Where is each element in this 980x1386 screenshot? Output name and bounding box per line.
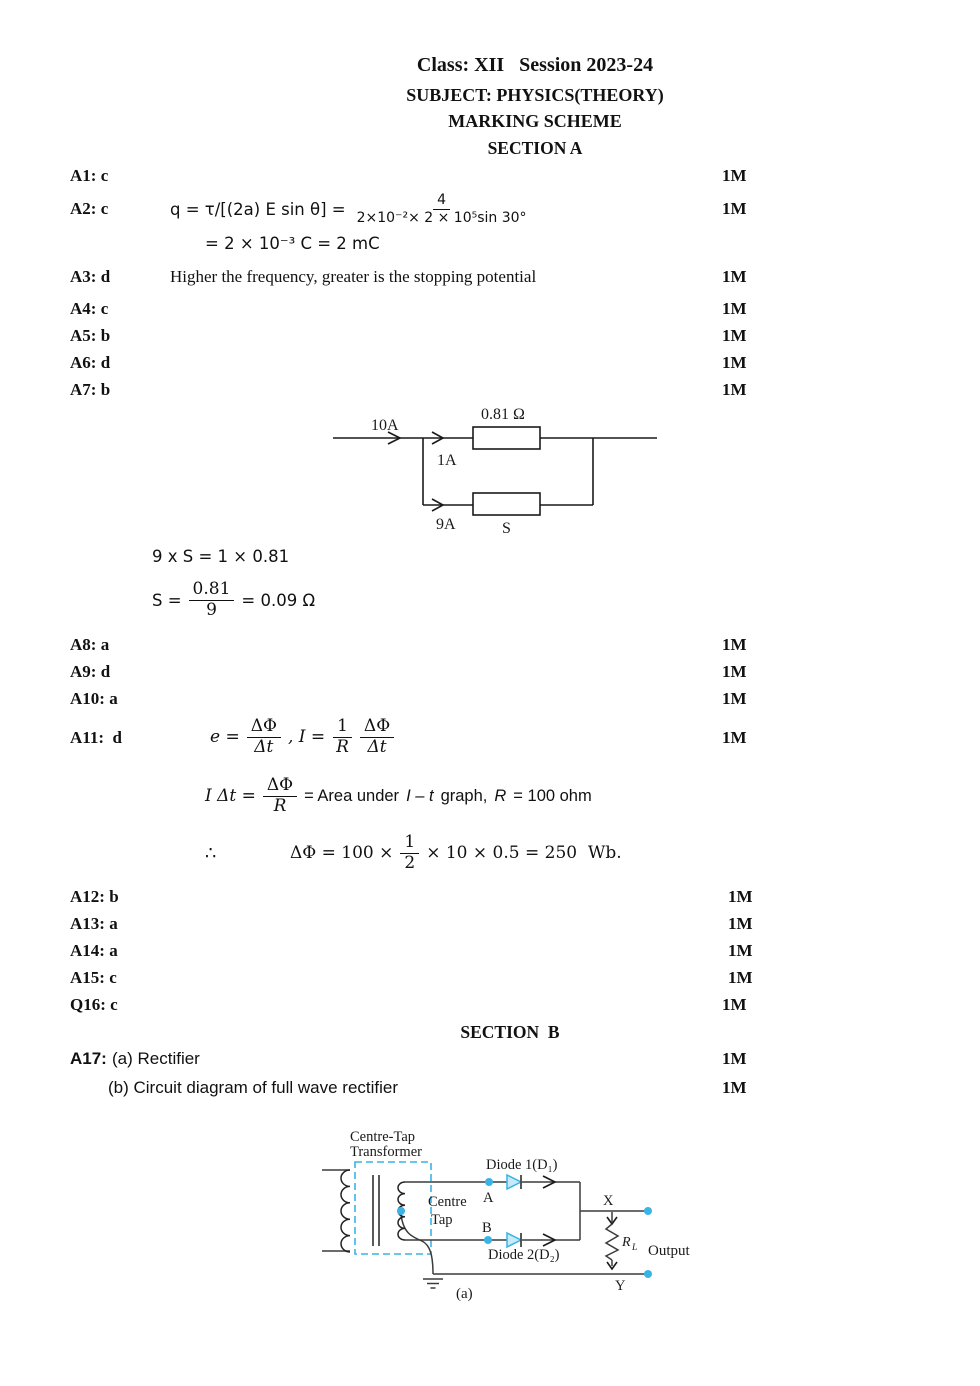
node-a-label: A	[483, 1190, 494, 1206]
mark-a17a: 1M	[722, 1049, 747, 1068]
full-wave-rectifier-figure	[300, 1125, 700, 1310]
answer-label-a4: A4: c	[70, 299, 109, 318]
mark-a2: 1M	[722, 199, 747, 218]
mark-a6: 1M	[722, 353, 747, 372]
answer-label-a9: A9: d	[70, 662, 111, 681]
mark-a12: 1M	[728, 887, 753, 906]
a11w-p1: I Δt =	[205, 786, 256, 806]
mark-a7: 1M	[722, 380, 747, 399]
a7-eq2-fraction	[189, 580, 235, 620]
a7-eq2-den: 9	[206, 599, 217, 620]
answer-label-a12: A12: b	[70, 887, 119, 906]
section-b-heading: SECTION B	[460, 1022, 560, 1042]
a2-fraction	[353, 192, 531, 225]
node-b-label: B	[482, 1220, 492, 1236]
load-label-sub: L	[632, 1243, 638, 1253]
terminal-x-dot	[644, 1207, 652, 1215]
a11w2-frac	[400, 833, 419, 873]
a11-frac2	[332, 717, 353, 757]
mark-a9: 1M	[722, 662, 747, 681]
a11w2-frac-den: 2	[404, 852, 416, 873]
a17-part-a: (a) Rectifier	[112, 1049, 200, 1068]
a11w2-p2: × 10 × 0.5 = 250 Wb.	[426, 843, 622, 863]
node-dots	[397, 1178, 652, 1278]
answer-label-a1: A1: c	[70, 166, 109, 185]
a11w2-p1: ΔΦ = 100 ×	[290, 843, 394, 863]
answer-label-a5: A5: b	[70, 326, 111, 345]
label-in-current: 10A	[371, 417, 399, 434]
a11w2-frac-num: 1	[400, 833, 419, 854]
a7-eq2	[152, 574, 315, 626]
diode1-label: Diode 1(D₁)	[486, 1157, 558, 1173]
a11w-p2b: I – t	[406, 786, 434, 805]
doc-scheme-title: MARKING SCHEME	[448, 111, 622, 131]
diode1-icon	[507, 1175, 521, 1189]
mark-a8: 1M	[722, 635, 747, 654]
therefore-symbol: ∴	[205, 843, 217, 864]
a11-eq-p2: , I =	[287, 727, 326, 747]
a11-frac1-den: Δt	[254, 736, 274, 757]
a11w-p2a: = Area under	[304, 786, 400, 805]
answer-label-a6: A6: d	[70, 353, 111, 372]
answer-label-a17: A17:	[70, 1049, 107, 1068]
centre-tap-dot	[397, 1207, 405, 1215]
a11w-frac-num: ΔΦ	[263, 776, 297, 797]
a2-equation	[170, 186, 531, 232]
a11w-frac-den: R	[273, 795, 287, 816]
mark-a15: 1M	[728, 968, 753, 987]
a11-frac1	[247, 717, 281, 757]
mark-a1: 1M	[722, 166, 747, 185]
doc-title: Class: XII Session 2023-24	[416, 54, 654, 76]
a11-eq-p1: e =	[210, 727, 240, 747]
answer-label-a14: A14: a	[70, 941, 118, 960]
answer-label-a15: A15: c	[70, 968, 117, 987]
a11-frac3	[360, 717, 394, 757]
a11-work-line1	[205, 770, 592, 822]
centre-label: Centre	[428, 1194, 467, 1210]
primary-coil	[341, 1170, 350, 1252]
terminal-y-label: Y	[615, 1278, 626, 1294]
a11-frac2-den: R	[336, 736, 349, 757]
answer-label-q16: Q16: c	[70, 995, 118, 1014]
a7-eq2-lhs: S =	[152, 590, 182, 610]
answer-label-a3: A3: d	[70, 267, 111, 286]
mark-a11: 1M	[722, 728, 747, 747]
answer-label-a13: A13: a	[70, 914, 118, 933]
transformer-label-line1: Centre-Tap	[350, 1129, 416, 1145]
figure-caption: (a)	[456, 1286, 473, 1302]
label-branch2-current: 9A	[436, 516, 456, 533]
label-branch1-current: 1A	[437, 452, 457, 469]
output-label: Output	[648, 1243, 690, 1259]
mark-q16: 1M	[722, 995, 747, 1014]
answer-label-a10: A10: a	[70, 689, 118, 708]
a2-frac-den: 2×10⁻²× 2 × 10⁵sin 30°	[356, 209, 527, 226]
tap-label: Tap	[431, 1212, 453, 1228]
terminal-x-label: X	[603, 1193, 614, 1209]
resistor-box-081	[473, 427, 540, 449]
resistor-box-s	[473, 493, 540, 515]
transformer-label-line2: Transformer	[350, 1144, 422, 1160]
a11-equation	[210, 712, 394, 762]
answer-label-a8: A8: a	[70, 635, 110, 654]
a11w-p2d: R	[494, 786, 507, 805]
core-lines	[373, 1175, 379, 1246]
section-a-heading: SECTION A	[487, 138, 583, 158]
a11-frac3-num: ΔΦ	[360, 717, 394, 738]
circuit-wires	[333, 432, 657, 511]
diode2-icon	[507, 1233, 521, 1247]
shunt-circuit-figure	[325, 398, 665, 538]
a11-work-line2	[290, 826, 622, 880]
doc-subject: SUBJECT: PHYSICS(THEORY)	[406, 85, 664, 105]
a3-answer-text: Higher the frequency, greater is the stopping potential	[170, 267, 537, 286]
a2-eq-line2: = 2 × 10⁻³ C = 2 mC	[205, 234, 380, 253]
label-resistor-top: 0.81 Ω	[481, 406, 525, 423]
answer-label-a11: A11: d	[70, 728, 122, 747]
a17-part-b: (b) Circuit diagram of full wave rectifier	[108, 1078, 399, 1097]
mark-a13: 1M	[728, 914, 753, 933]
answer-label-a7: A7: b	[70, 380, 111, 399]
load-label: R	[622, 1235, 631, 1250]
a11w-p2c: graph,	[440, 786, 488, 805]
a7-eq1: 9 x S = 1 × 0.81	[152, 547, 290, 566]
a11w-p2e: = 100 ohm	[513, 786, 592, 805]
a11-frac1-num: ΔΦ	[247, 717, 281, 738]
mark-a3: 1M	[722, 267, 747, 286]
mark-a10: 1M	[722, 689, 747, 708]
label-resistor-bottom: S	[502, 520, 511, 537]
terminal-y-dot	[644, 1270, 652, 1278]
load-resistor-zigzag	[606, 1224, 618, 1260]
mark-a5: 1M	[722, 326, 747, 345]
a7-eq2-rhs: = 0.09 Ω	[241, 590, 316, 610]
mark-a17b: 1M	[722, 1078, 747, 1097]
answer-label-a2: A2: c	[70, 199, 109, 218]
mark-a4: 1M	[722, 299, 747, 318]
node-a-dot	[485, 1178, 493, 1186]
a2-eq-lhs: q = τ/[(2a) E sin θ] =	[170, 199, 346, 219]
diode2-label: Diode 2(D₂)	[488, 1247, 560, 1263]
a2-frac-num: 4	[433, 192, 450, 209]
a7-eq2-num: 0.81	[189, 580, 235, 601]
a11w-frac	[263, 776, 297, 816]
a11-frac2-num: 1	[333, 717, 352, 738]
node-b-dot	[484, 1236, 492, 1244]
ground-icon	[423, 1279, 443, 1288]
a11-frac3-den: Δt	[367, 736, 387, 757]
mark-a14: 1M	[728, 941, 753, 960]
